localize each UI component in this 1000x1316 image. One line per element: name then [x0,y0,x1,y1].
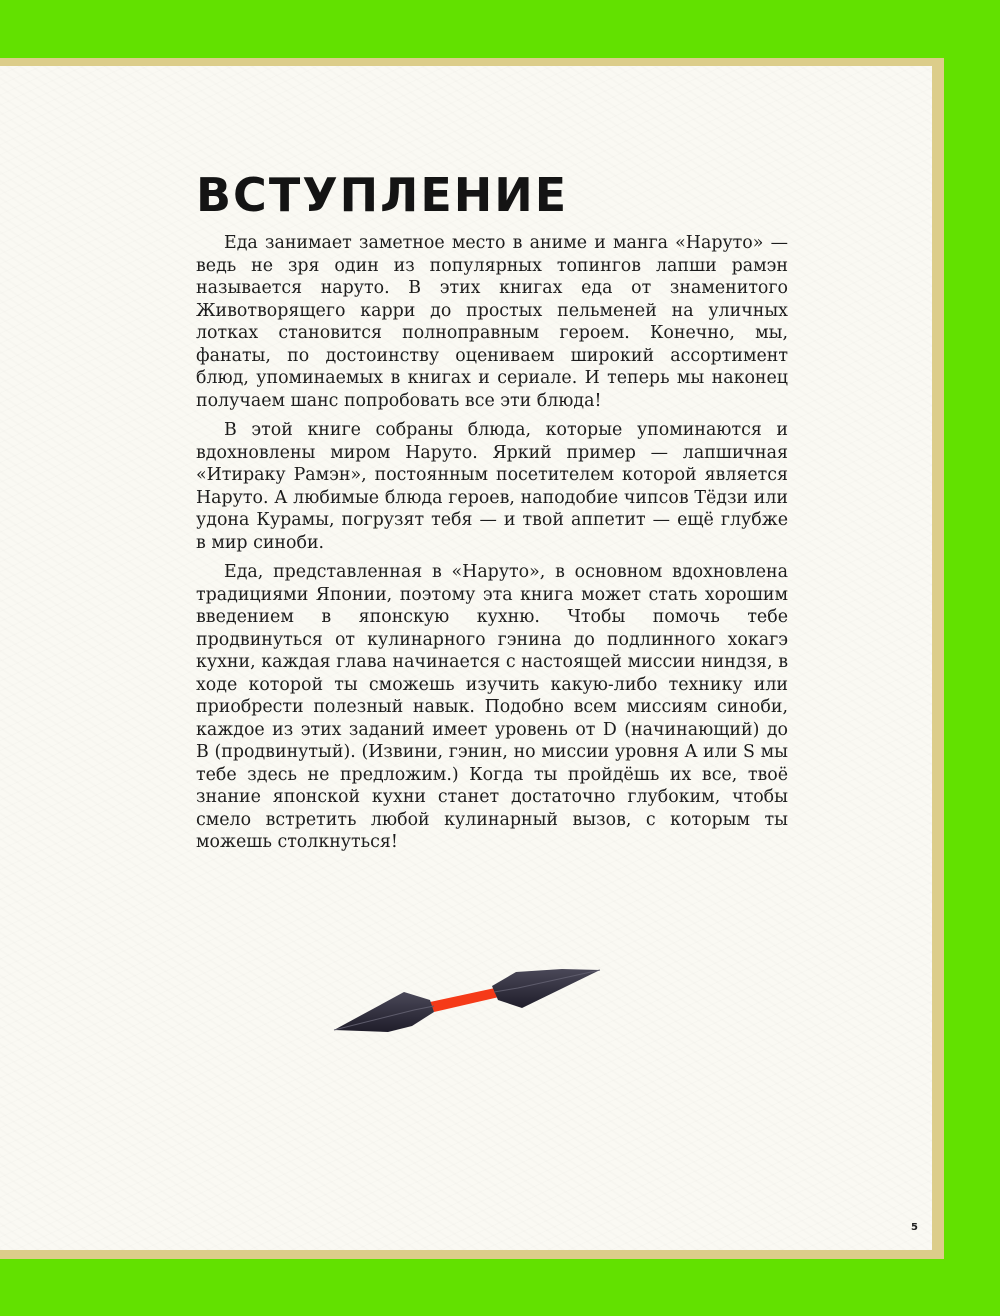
kunai-blade-right [492,969,600,1008]
paragraph: Еда занимает заметное место в аниме и манга «Наруто» — ведь не зря один из популярных топингов лапши рамэн называется наруто. В этих книгах еда от знаменитого Животворящего карри до простых пельменей на уличных лотках становится полноправным героем. Конечно, мы, фанаты, по достоинству оцениваем широкий ассортимент блюд, упоминаемых в книгах и сериале. И теперь мы наконец получаем шанс попробовать все эти блюда! [196,233,788,411]
intro-text [196,232,788,861]
page-number: 5 [911,1222,918,1233]
paragraph: Еда, представленная в «Наруто», в основном вдохновлена традициями Японии, поэтому эта книга может стать хорошим введением в японскую кухню. Чтобы помочь тебе продвинуться от кулинарного гэнина до подлинного хокагэ кухни, каждая глава начинается с настоящей миссии ниндзя, в ходе которой ты сможешь изучить какую-либо технику или приобрести полезный навык. Подобно всем миссиям синоби, каждое из этих заданий имеет уровень от D (начинающий) до B (продвинутый). (Извини, гэнин, но миссии уровня A или S мы тебе здесь не предложим.) Когда ты пройдёшь их все, твоё знание японской кухни станет достаточно глубоким, чтобы смело встретить любой кулинарный вызов, с которым ты можешь столкнуться! [196,562,788,852]
kunai-icon [330,962,610,1038]
kunai-wrap [430,988,499,1012]
page-title: ВСТУПЛЕНИЕ [196,168,569,222]
paragraph: В этой книге собраны блюда, которые упоминаются и вдохновлены миром Наруто. Яркий пример — лапшичная «Итираку Рамэн», постоянным посетителем которой является Наруто. А любимые блюда героев, наподобие чипсов Тёдзи или удона Курамы, погрузят тебя — и твой аппетит — ещё глубже в мир синоби. [196,420,788,553]
